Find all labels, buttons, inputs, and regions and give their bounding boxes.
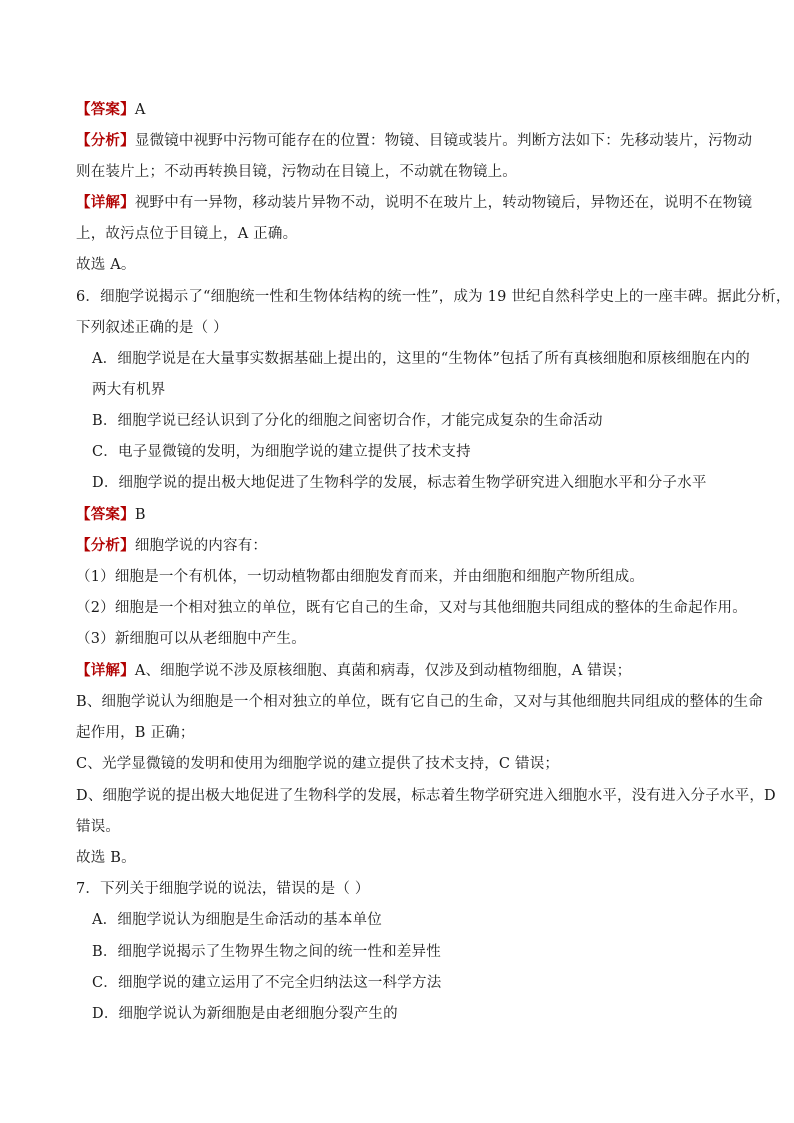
q5-detail-line-2: 上，故污点位于目镜上，A 正确。 xyxy=(76,226,298,242)
q5-detail-line-1 xyxy=(76,193,752,213)
detail-tag: 【详解】 xyxy=(76,662,135,679)
q6-answer: B xyxy=(134,507,146,523)
q6-analysis-line xyxy=(76,536,267,556)
q6-option-c: C．电子显微镜的发明，为细胞学说的建立提供了技术支持 xyxy=(92,444,471,460)
q5-analysis-line-1 xyxy=(76,131,752,151)
q5-answer-line xyxy=(76,100,145,120)
analysis-tag: 【分析】 xyxy=(76,132,135,149)
q6-point-3: （3）新细胞可以从老细胞中产生。 xyxy=(76,631,306,647)
q5-answer: A xyxy=(134,102,146,118)
q5-analysis-text-1: 显微镜中视野中污物可能存在的位置：物镜、目镜或装片。判断方法如下：先移动装片，污物动 xyxy=(134,133,753,149)
q6-option-a-line-2: 两大有机界 xyxy=(92,382,166,398)
q6-option-d: D．细胞学说的提出极大地促进了生物科学的发展，标志着生物学研究进入细胞水平和分子水平 xyxy=(92,475,707,491)
q6-answer-line xyxy=(76,505,146,525)
q6-analysis-intro: 细胞学说的内容有： xyxy=(134,538,268,554)
q6-stem-line-2: 下列叙述正确的是（ ） xyxy=(76,320,228,336)
q7-option-a: A．细胞学说认为细胞是生命活动的基本单位 xyxy=(92,912,382,928)
q6-point-2: （2）细胞是一个相对独立的单位，既有它自己的生命，又对与其他细胞共同组成的整体的生命起作用。 xyxy=(76,600,747,616)
analysis-tag: 【分析】 xyxy=(76,537,135,554)
q6-detail-a: A、细胞学说不涉及原核细胞、真菌和病毒，仅涉及到动植物细胞，A 错误； xyxy=(134,663,632,679)
q6-option-b: B．细胞学说已经认识到了分化的细胞之间密切合作，才能完成复杂的生命活动 xyxy=(92,413,603,429)
q6-detail-d-line-2: 错误。 xyxy=(76,819,121,835)
q6-detail-b-line-1: B、细胞学说认为细胞是一个相对独立的单位，既有它自己的生命，又对与其他细胞共同组成的整体的生命 xyxy=(76,694,764,710)
q7-stem: 7．下列关于细胞学说的说法，错误的是（ ） xyxy=(76,881,370,897)
q6-detail-d-line-1: D、细胞学说的提出极大地促进了生物科学的发展，标志着生物学研究进入细胞水平，没有进入分子水平，D xyxy=(76,788,776,804)
q6-detail-c: C、光学显微镜的发明和使用为细胞学说的建立提供了技术支持，C 错误； xyxy=(76,756,560,772)
detail-tag: 【详解】 xyxy=(76,194,135,211)
q5-conclusion: 故选 A。 xyxy=(76,257,136,273)
q6-conclusion: 故选 B。 xyxy=(76,850,136,866)
q7-option-b: B．细胞学说揭示了生物界生物之间的统一性和差异性 xyxy=(92,944,441,960)
q7-option-d: D．细胞学说认为新细胞是由老细胞分裂产生的 xyxy=(92,1006,398,1022)
answer-tag: 【答案】 xyxy=(76,506,135,523)
q5-analysis-line-2: 则在装片上；不动再转换目镜，污物动在目镜上，不动就在物镜上。 xyxy=(76,164,517,180)
q5-detail-text-1: 视野中有一异物，移动装片异物不动，说明不在玻片上，转动物镜后，异物还在，说明不在物镜 xyxy=(134,195,753,211)
q6-detail-b-line-2: 起作用，B 正确； xyxy=(76,725,195,741)
answer-tag: 【答案】 xyxy=(76,101,135,118)
q6-stem-line-1: 6．细胞学说揭示了“细胞统一性和生物体结构的统一性”，成为 19 世纪自然科学史上的一座丰碑。据此分析， xyxy=(76,289,791,305)
q7-option-c: C．细胞学说的建立运用了不完全归纳法这一科学方法 xyxy=(92,975,442,991)
q6-option-a-line-1: A．细胞学说是在大量事实数据基础上提出的，这里的“生物体”包括了所有真核细胞和原核细胞在内的 xyxy=(92,351,750,367)
q6-detail-line-a xyxy=(76,661,631,681)
q6-point-1: （1）细胞是一个有机体，一切动植物都由细胞发育而来，并由细胞和细胞产物所组成。 xyxy=(76,569,645,585)
